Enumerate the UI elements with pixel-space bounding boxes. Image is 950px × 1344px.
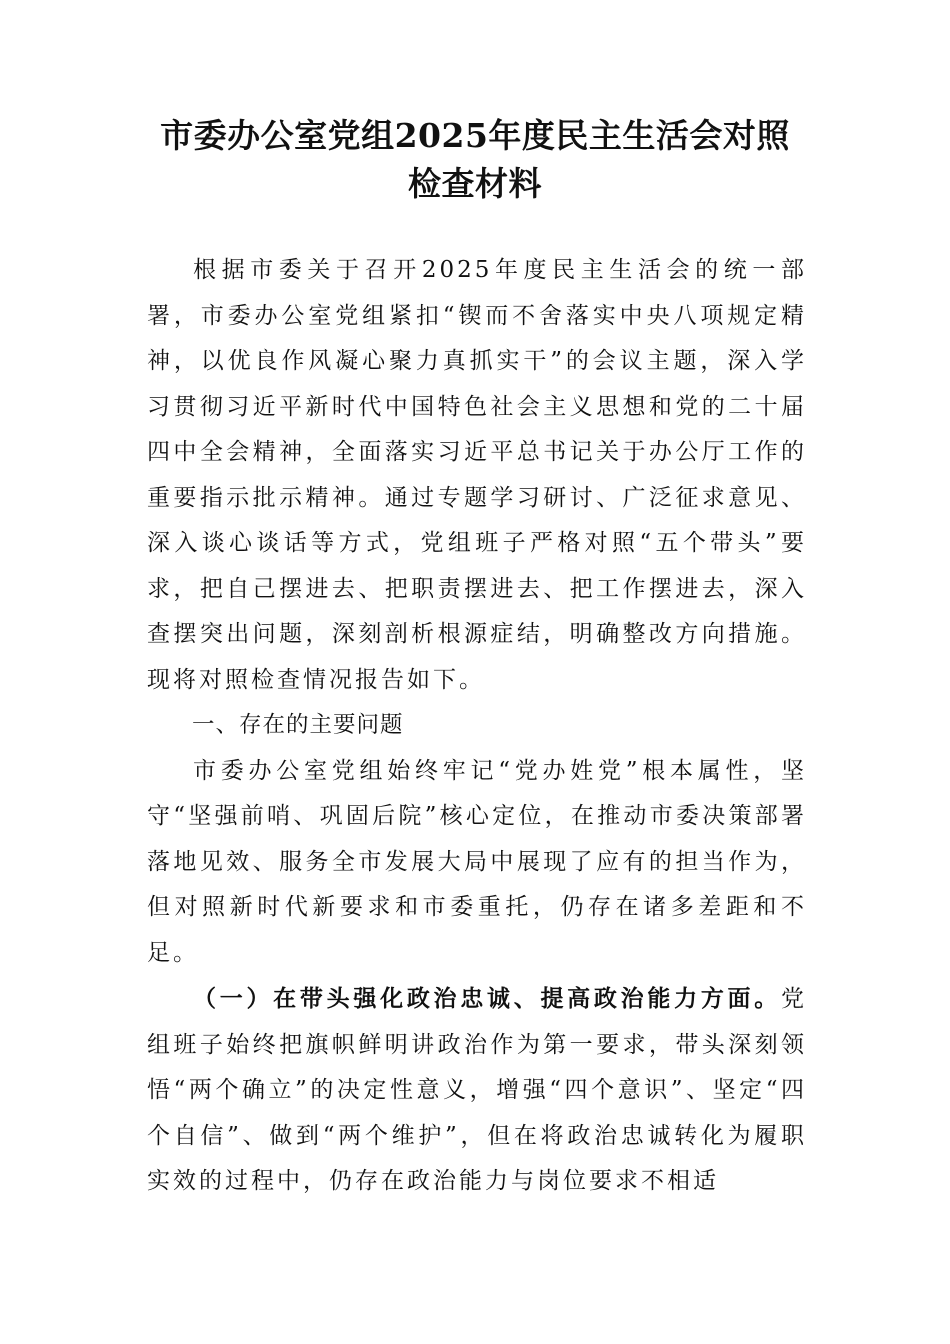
intro-paragraph: 根据市委关于召开2025年度民主生活会的统一部署，市委办公室党组紧扣“锲而不舍落实中央八项规定精神，以优良作风凝心聚力真抓实干”的会议主题，深入学习贯彻习近平新时代中国特色社会主义思想和党的二十届四中全会精神，全面落实习近平总书记关于办公厅工作的重要指示批示精神。通过专题学习研讨、广泛征求意见、深入谈心谈话等方式，党组班子严格对照“五个带头”要求，把自己摆进去、把职责摆进去、把工作摆进去，深入查摆突出问题，深刻剖析根源症结，明确整改方向措施。现将对照检查情况报告如下。 (147, 257, 807, 693)
section-1-heading: 一、存在的主要问题 (192, 712, 404, 738)
section-1-paragraph: 市委办公室党组始终牢记“党办姓党”根本属性，坚守“坚强前哨、巩固后院”核心定位，在推动市委决策部署落地见效、服务全市发展大局中展现了应有的担当作为，但对照新时代新要求和市委重托，仍存在诸多差距和不足。 (147, 757, 807, 966)
subsection-1-text: 党组班子始终把旗帜鲜明讲政治作为第一要求，带头深刻领悟“两个确立”的决定性意义，增强“四个意识”、坚定“四个自信”、做到“两个维护”，但在将政治忠诚转化为履职实效的过程中，仍存在政治能力与岗位要求不相适 (147, 986, 807, 1194)
subsection-1-lead: （一）在带头强化政治忠诚、提高政治能力方面。 (193, 985, 781, 1012)
document-title (100, 112, 850, 208)
document-title-line-2: 检查材料 (408, 164, 542, 203)
document-body (147, 248, 807, 1205)
subsection-1-paragraph (147, 976, 807, 1205)
document-title-line-1: 市委办公室党组2025年度民主生活会对照 (160, 116, 790, 155)
